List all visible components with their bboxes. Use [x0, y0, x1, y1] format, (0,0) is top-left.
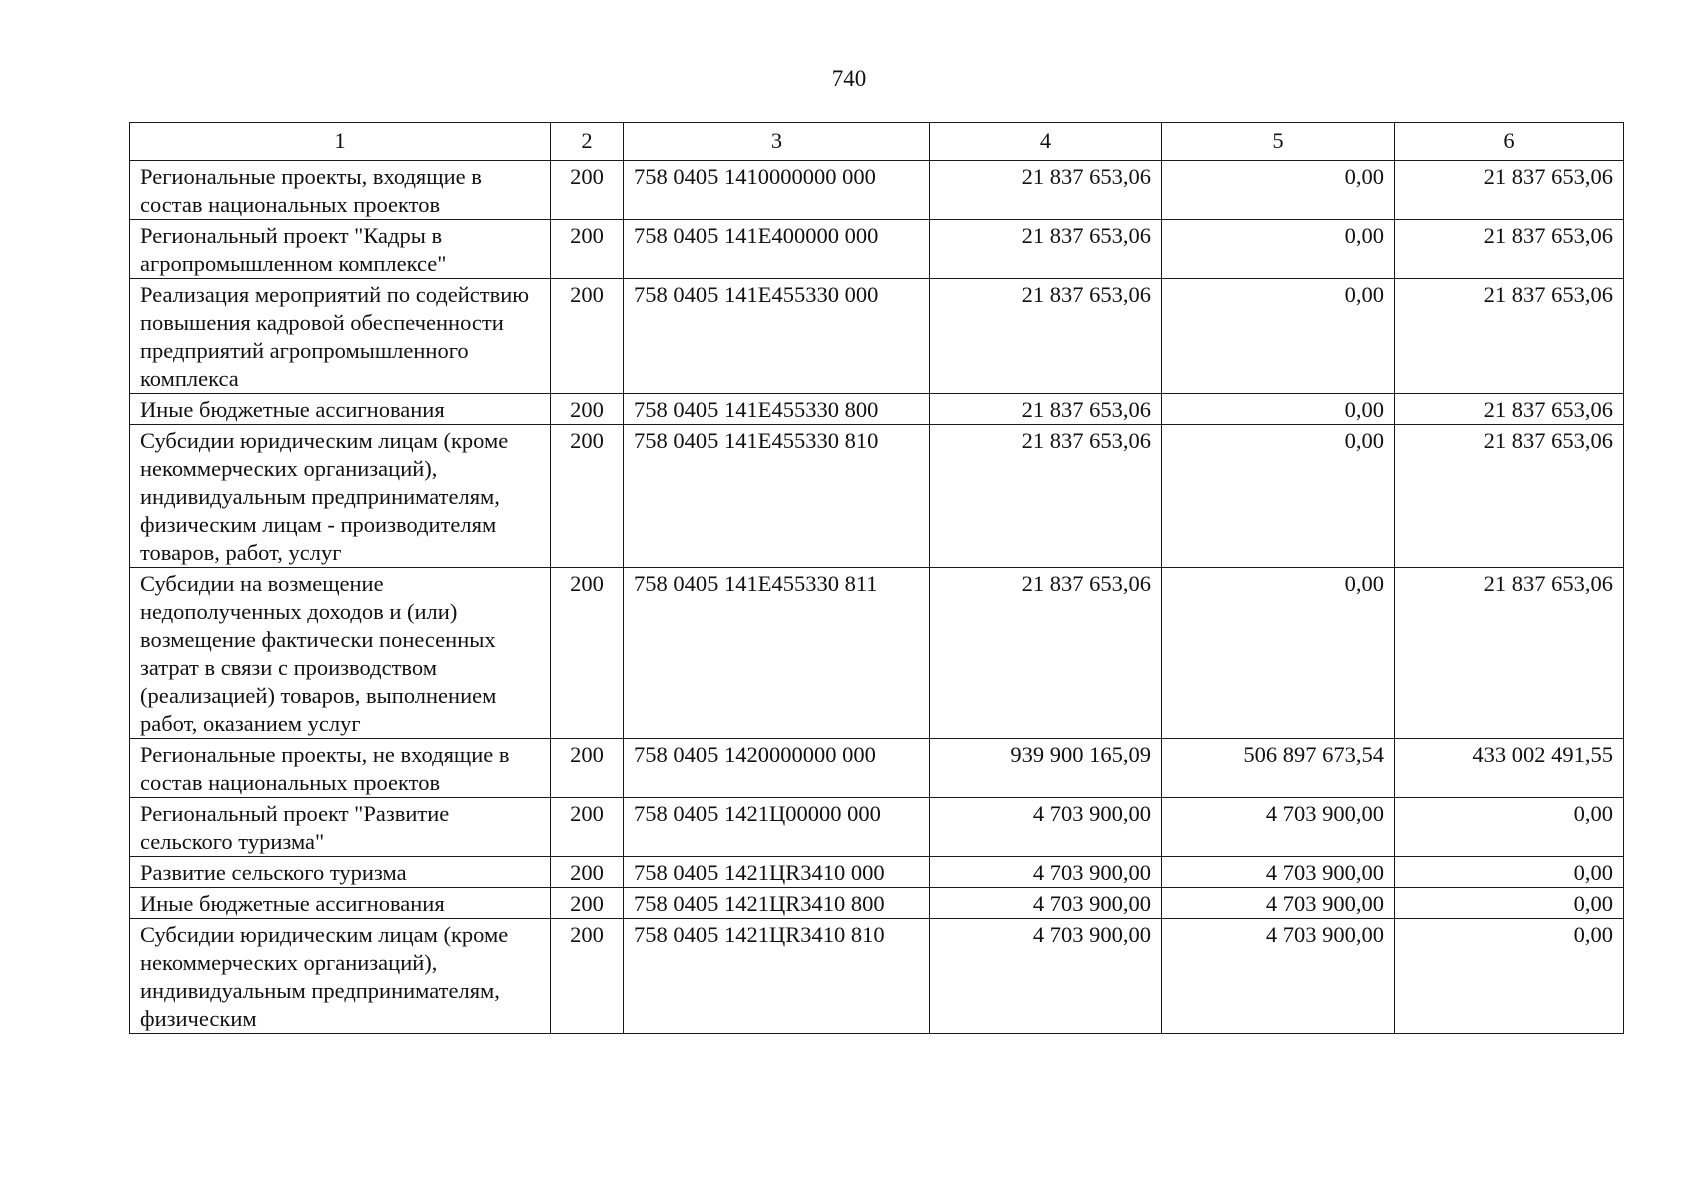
row-code: 758 0405 1410000000 000	[624, 161, 930, 220]
row-value-5: 4 703 900,00	[1162, 798, 1395, 857]
row-value-5: 0,00	[1162, 220, 1395, 279]
column-header-2: 2	[551, 123, 624, 161]
row-value-4: 4 703 900,00	[930, 919, 1162, 1034]
table-row	[130, 279, 1624, 394]
row-name: Реализация мероприятий по содействию повышения кадровой обеспеченности предприятий агропромышленного комплекса	[130, 279, 551, 394]
table-row	[130, 888, 1624, 919]
row-name: Иные бюджетные ассигнования	[130, 394, 551, 425]
row-value-6: 0,00	[1395, 888, 1624, 919]
row-name: Развитие сельского туризма	[130, 857, 551, 888]
row-value-4: 21 837 653,06	[930, 161, 1162, 220]
row-code: 758 0405 1421Ц00000 000	[624, 798, 930, 857]
row-value-5: 506 897 673,54	[1162, 739, 1395, 798]
row-value-6: 21 837 653,06	[1395, 425, 1624, 568]
row-group: 200	[551, 425, 624, 568]
table-row	[130, 161, 1624, 220]
row-group: 200	[551, 220, 624, 279]
column-header-3: 3	[624, 123, 930, 161]
column-header-4: 4	[930, 123, 1162, 161]
row-value-4: 21 837 653,06	[930, 220, 1162, 279]
row-group: 200	[551, 279, 624, 394]
row-name: Субсидии юридическим лицам (кроме некоммерческих организаций), индивидуальным предпринимателям, физическим	[130, 919, 551, 1034]
table-row	[130, 568, 1624, 739]
row-code: 758 0405 141E400000 000	[624, 220, 930, 279]
table-row	[130, 394, 1624, 425]
page-number: 740	[831, 66, 867, 91]
row-group: 200	[551, 919, 624, 1034]
row-value-6: 21 837 653,06	[1395, 279, 1624, 394]
row-code: 758 0405 1421ЦR3410 810	[624, 919, 930, 1034]
row-value-5: 0,00	[1162, 161, 1395, 220]
row-code: 758 0405 1421ЦR3410 000	[624, 857, 930, 888]
row-value-6: 0,00	[1395, 798, 1624, 857]
column-header-1: 1	[130, 123, 551, 161]
row-value-4: 21 837 653,06	[930, 279, 1162, 394]
row-group: 200	[551, 394, 624, 425]
row-value-4: 4 703 900,00	[930, 798, 1162, 857]
row-value-5: 0,00	[1162, 425, 1395, 568]
row-value-5: 0,00	[1162, 279, 1395, 394]
row-code: 758 0405 141E455330 811	[624, 568, 930, 739]
row-value-4: 21 837 653,06	[930, 568, 1162, 739]
row-group: 200	[551, 161, 624, 220]
table-row	[130, 220, 1624, 279]
row-name: Субсидии на возмещение недополученных доходов и (или) возмещение фактически понесенных затрат в связи с производством (реализацией) товаров, выполнением работ, оказанием услуг	[130, 568, 551, 739]
row-code: 758 0405 141E455330 800	[624, 394, 930, 425]
table-row	[130, 919, 1624, 1034]
table-row	[130, 739, 1624, 798]
row-code: 758 0405 141E455330 000	[624, 279, 930, 394]
row-value-6: 21 837 653,06	[1395, 161, 1624, 220]
row-value-6: 21 837 653,06	[1395, 568, 1624, 739]
header-row	[130, 123, 1624, 161]
table-row	[130, 798, 1624, 857]
row-group: 200	[551, 739, 624, 798]
budget-table	[129, 122, 1624, 1034]
row-group: 200	[551, 888, 624, 919]
row-name: Иные бюджетные ассигнования	[130, 888, 551, 919]
row-name: Региональный проект "Развитие сельского туризма"	[130, 798, 551, 857]
row-value-4: 939 900 165,09	[930, 739, 1162, 798]
row-name: Региональные проекты, не входящие в состав национальных проектов	[130, 739, 551, 798]
row-value-6: 433 002 491,55	[1395, 739, 1624, 798]
row-code: 758 0405 1420000000 000	[624, 739, 930, 798]
row-value-5: 0,00	[1162, 394, 1395, 425]
row-group: 200	[551, 568, 624, 739]
row-name: Региональные проекты, входящие в состав национальных проектов	[130, 161, 551, 220]
row-value-6: 0,00	[1395, 857, 1624, 888]
row-name: Субсидии юридическим лицам (кроме некоммерческих организаций), индивидуальным предпринимателям, физическим лицам - производителям товаров, работ, услуг	[130, 425, 551, 568]
row-value-5: 4 703 900,00	[1162, 888, 1395, 919]
row-value-4: 21 837 653,06	[930, 425, 1162, 568]
table-row	[130, 425, 1624, 568]
row-name: Региональный проект "Кадры в агропромышленном комплексе"	[130, 220, 551, 279]
row-group: 200	[551, 798, 624, 857]
row-value-4: 4 703 900,00	[930, 888, 1162, 919]
row-value-5: 0,00	[1162, 568, 1395, 739]
row-value-4: 21 837 653,06	[930, 394, 1162, 425]
row-code: 758 0405 1421ЦR3410 800	[624, 888, 930, 919]
row-value-6: 21 837 653,06	[1395, 220, 1624, 279]
row-value-5: 4 703 900,00	[1162, 919, 1395, 1034]
row-value-5: 4 703 900,00	[1162, 857, 1395, 888]
row-code: 758 0405 141E455330 810	[624, 425, 930, 568]
table-row	[130, 857, 1624, 888]
column-header-5: 5	[1162, 123, 1395, 161]
column-header-6: 6	[1395, 123, 1624, 161]
row-value-6: 21 837 653,06	[1395, 394, 1624, 425]
row-value-6: 0,00	[1395, 919, 1624, 1034]
row-value-4: 4 703 900,00	[930, 857, 1162, 888]
row-group: 200	[551, 857, 624, 888]
